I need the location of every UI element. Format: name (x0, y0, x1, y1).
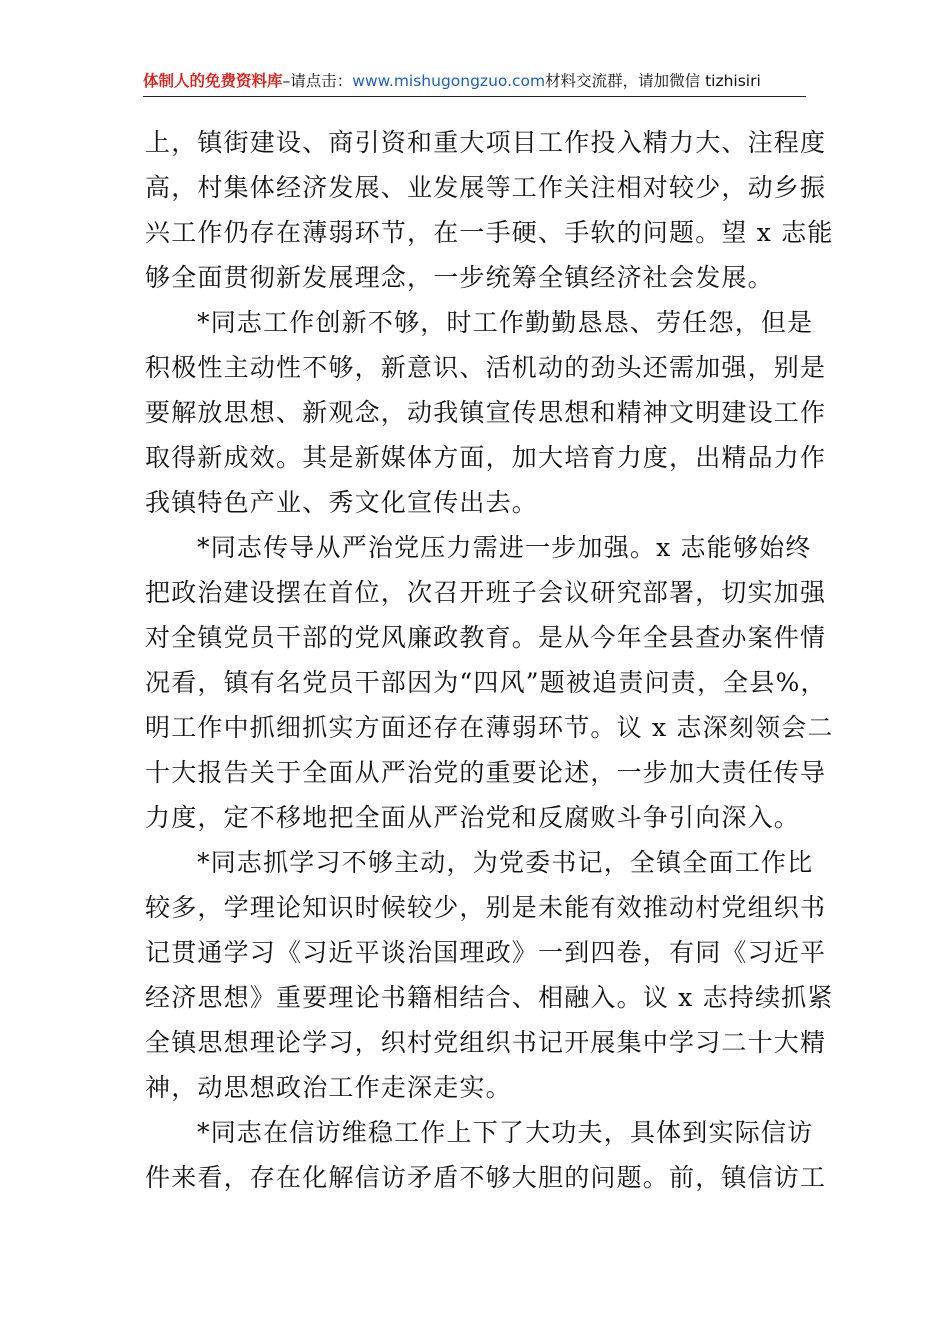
paragraph-start-line: *同志工作创新不够，时工作勤勤恳恳、劳任怨，但是 (197, 308, 814, 337)
document-body (145, 120, 834, 1200)
paragraph-start-line: *同志在信访维稳工作上下了大功夫，具体到实际信访 (197, 1118, 814, 1147)
header-url-link[interactable]: www.mishugongzuo.com (352, 72, 546, 90)
text-line: 要解放思想、新观念，动我镇宣传思想和精神文明建设工作 (145, 398, 827, 427)
text-line: 我镇特色产业、秀文化宣传出去。 (145, 488, 539, 517)
text-line: 对全镇党员干部的党风廉政教育。是从今年全县查办案件情 (145, 623, 827, 652)
text-line: 十大报告关于全面从严治党的重要论述，一步加大责任传导 (145, 758, 827, 787)
text-line: 经济思想》重要理论书籍相结合、相融入。议 x 志持续抓紧 (145, 983, 834, 1012)
paragraph-start-line: *同志传导从严治党压力需进一步加强。x 志能够始终 (197, 533, 812, 562)
paragraph-start-line: *同志抓学习不够主动，为党委书记，全镇全面工作比 (197, 848, 814, 877)
text-line: 记贯通学习《习近平谈治国理政》一到四卷，有同《习近平 (145, 938, 827, 967)
text-line: 明工作中抓细抓实方面还存在薄弱环节。议 x 志深刻领会二 (145, 713, 834, 742)
text-line: 积极性主动性不够，新意识、活机动的劲头还需加强，别是 (145, 353, 827, 382)
header-contact-text: 材料交流群，请加微信 tizhisiri (545, 72, 761, 90)
text-line: 够全面贯彻新发展理念，一步统筹全镇经济社会发展。 (145, 263, 774, 292)
text-line: 高，村集体经济发展、业发展等工作关注相对较少，动乡振 (145, 173, 827, 202)
page-header (143, 66, 806, 97)
text-line: 较多，学理论知识时候较少，别是未能有效推动村党组织书 (145, 893, 827, 922)
text-line: 把政治建设摆在首位，次召开班子会议研究部署，切实加强 (145, 578, 827, 607)
text-line: 况看，镇有名党员干部因为“四风”题被追责问责，全县%， (145, 668, 827, 697)
text-line: 兴工作仍存在薄弱环节，在一手硬、手软的问题。望 x 志能 (145, 218, 834, 247)
text-line: 上，镇街建设、商引资和重大项目工作投入精力大、注程度 (145, 128, 827, 157)
header-brand: 体制人的免费资料库 (143, 72, 283, 90)
header-prompt: –请点击： (282, 72, 353, 90)
text-line: 全镇思想理论学习，织村党组织书记开展集中学习二十大精 (145, 1028, 827, 1057)
text-line: 力度，定不移地把全面从严治党和反腐败斗争引向深入。 (145, 803, 801, 832)
text-line: 件来看，存在化解信访矛盾不够大胆的问题。前，镇信访工 (145, 1163, 827, 1192)
text-line: 取得新成效。其是新媒体方面，加大培育力度，出精品力作 (145, 443, 827, 472)
text-line: 神，动思想政治工作走深走实。 (145, 1073, 512, 1102)
